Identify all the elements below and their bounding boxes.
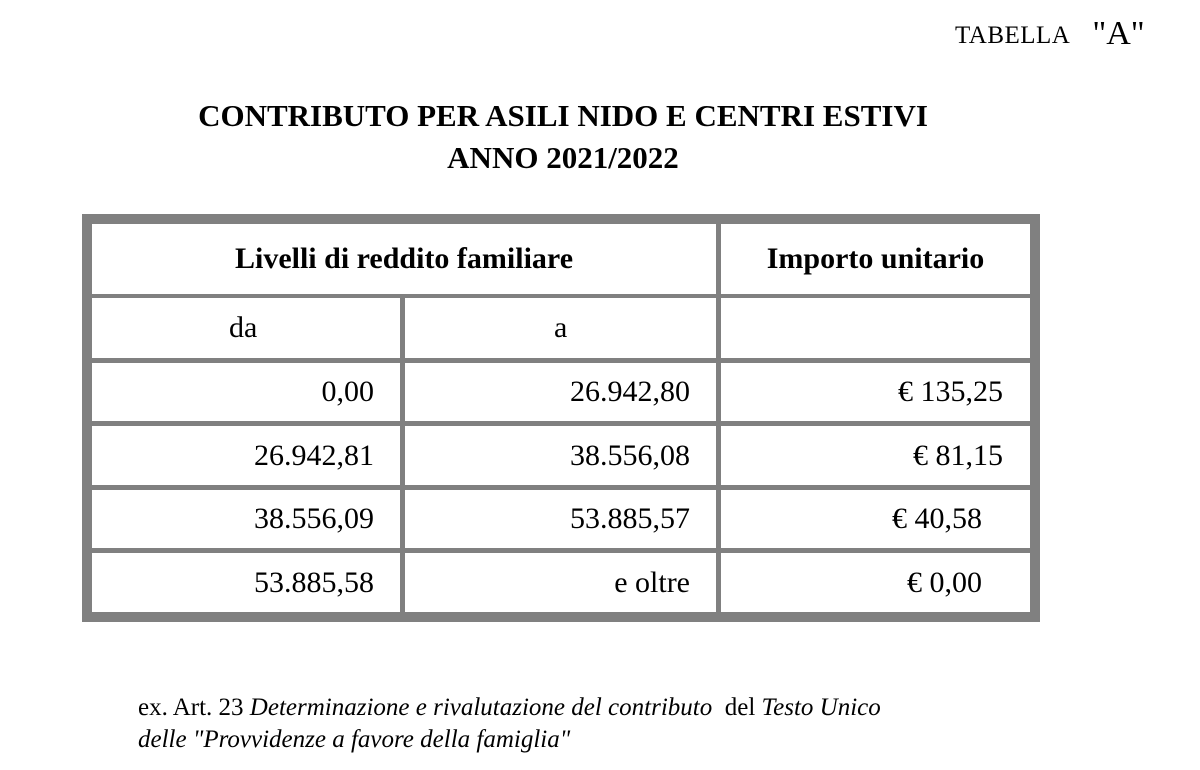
title-line-1: CONTRIBUTO PER ASILI NIDO E CENTRI ESTIVI (198, 98, 928, 133)
header-income-levels: Livelli di reddito familiare (92, 224, 716, 294)
table-label (955, 14, 1145, 52)
footnote-italic-title: Determinazione e rivalutazione del contributo (249, 694, 713, 721)
tabella-letter: "A" (1092, 15, 1145, 52)
row-4-from: 53.885,58 (92, 553, 400, 612)
footnote-italic-provvidenze: delle "Provvidenze a favore della famiglia" (138, 726, 571, 753)
contribution-table (82, 214, 1040, 622)
subheader-from: da (92, 298, 400, 358)
footnote-line-2 (138, 724, 881, 756)
tabella-word: TABELLA (955, 22, 1071, 49)
subheader-amount (721, 298, 1030, 358)
row-2-from: 26.942,81 (92, 426, 400, 485)
row-3-to: 53.885,57 (405, 490, 716, 548)
row-2-to: 38.556,08 (405, 426, 716, 485)
footnote-prefix: ex. Art. 23 (138, 694, 250, 721)
row-4-to: e oltre (405, 553, 716, 612)
row-1-amount: € 135,25 (721, 363, 1030, 421)
header-unit-amount: Importo unitario (721, 224, 1030, 294)
footnote-italic-testo-unico: Testo Unico (761, 694, 881, 721)
title-line-2: ANNO 2021/2022 (447, 140, 679, 175)
row-1-to: 26.942,80 (405, 363, 716, 421)
page-title (0, 95, 1126, 179)
footnote-line-1 (138, 692, 881, 724)
footnote (138, 692, 881, 756)
row-4-amount: € 0,00 (721, 553, 1030, 612)
row-3-from: 38.556,09 (92, 490, 400, 548)
footnote-middle: del (712, 694, 762, 721)
subheader-to: a (405, 298, 716, 358)
row-3-amount: € 40,58 (721, 490, 1030, 548)
row-1-from: 0,00 (92, 363, 400, 421)
row-2-amount: € 81,15 (721, 426, 1030, 485)
